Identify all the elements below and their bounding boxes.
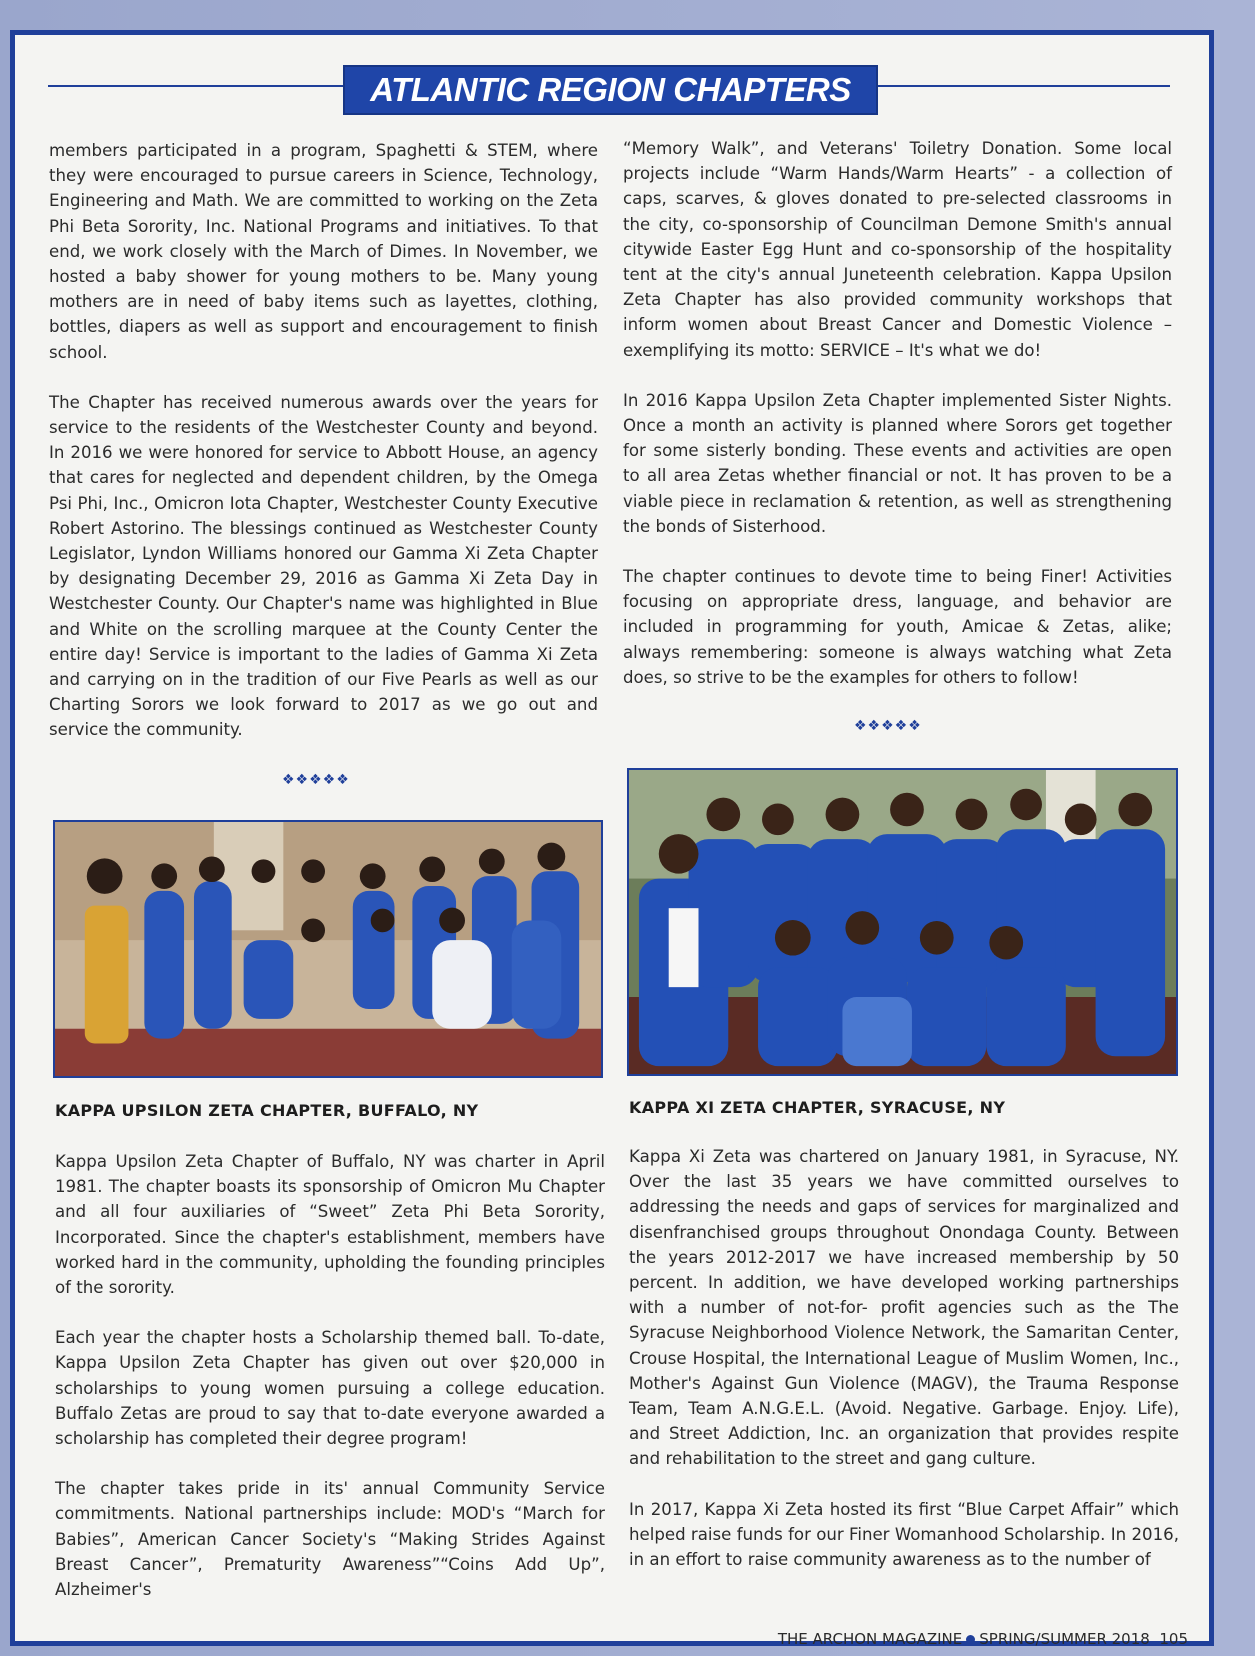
paragraph: Kappa Upsilon Zeta Chapter of Buffalo, NY was charter in April 1981. The chapter boasts its sponsorship of Omicron Mu Chapter and all four auxiliaries of “Sweet” Zeta Phi Beta Sorority, Incorporated. Since the chapter's establishment, members have worked hard in the community, upholding the founding principles of the sorority. — [55, 1152, 605, 1298]
right-column-bottom — [629, 1144, 1179, 1572]
left-column-top — [49, 138, 598, 743]
section-divider: ❖❖❖❖❖ — [854, 718, 922, 734]
bullet-dot-icon — [966, 1635, 975, 1644]
banner-rule-right — [877, 85, 1170, 87]
section-banner: ATLANTIC REGION CHAPTERS — [343, 65, 878, 115]
paragraph: The chapter takes pride in its' annual Community Service commitments. National partnerships include: MOD's “March for Babies”, American Cancer Society's “Making Strides Against Breast Cancer”, Prematurity Awareness”“Coins Add Up”, Alzheimer's — [55, 1479, 605, 1600]
section-divider: ❖❖❖❖❖ — [282, 772, 350, 788]
paragraph: In 2017, Kappa Xi Zeta hosted its first “Blue Carpet Affair” which helped raise funds for our Finer Womanhood Scholarship. In 2016, in an effort to raise community awareness as to the number of — [629, 1499, 1179, 1570]
banner-rule-left — [48, 85, 344, 87]
issue-label: SPRING/SUMMER 2018 — [979, 1630, 1150, 1648]
right-column-top — [623, 136, 1172, 690]
buffalo-chapter-caption: KAPPA UPSILON ZETA CHAPTER, BUFFALO, NY — [55, 1101, 479, 1120]
syracuse-chapter-caption: KAPPA XI ZETA CHAPTER, SYRACUSE, NY — [629, 1098, 1006, 1117]
page-footer — [748, 1630, 1188, 1648]
paragraph: “Memory Walk”, and Veterans' Toiletry Donation. Some local projects include “Warm Hands/Warm Hearts” - a collection of caps, scarves, & gloves donated to pre-selected classrooms in the city, co-sponsorship of Councilman Demone Smith's annual citywide Easter Egg Hunt and co-sponsorship of the hospitality tent at the city's annual Juneteenth celebration. Kappa Upsilon Zeta Chapter has also provided community workshops that inform women about Breast Cancer and Domestic Violence – exemplifying its motto: SERVICE – It's what we do! — [623, 139, 1172, 360]
paragraph: Kappa Xi Zeta was chartered on January 1981, in Syracuse, NY. Over the last 35 years we have committed ourselves to addressing the needs and gaps of services for marginalized and disenfranchised groups throughout Onondaga County. Between the years 2012-2017 we have increased membership by 50 percent. In addition, we have developed working partnerships with a number of not-for- profit agencies such as the The Syracuse Neighborhood Violence Network, the Samaritan Center, Crouse Hospital, the International League of Muslim Women, Inc., Mother's Against Gun Violence (MAGV), the Trauma Response Team, Team A.N.G.E.L. (Avoid. Negative. Garbage. Enjoy. Life), and Street Addiction, Inc. an organization that provides respite and rehabilitation to the street and gang culture. — [629, 1147, 1179, 1469]
paragraph: The Chapter has received numerous awards over the years for service to the residents of the Westchester County and beyond. In 2016 we were honored for service to Abbott House, an agency that cares for neglected and dependent children, by the Omega Psi Phi, Inc., Omicron Iota Chapter, Westchester County Executive Robert Astorino. The blessings continued as Westchester County Legislator, Lyndon Williams honored our Gamma Xi Zeta Chapter by designating December 29, 2016 as Gamma Xi Zeta Day in Westchester County. Our Chapter's name was highlighted in Blue and White on the scrolling marquee at the County Center the entire day! Service is important to the ladies of Gamma Xi Zeta and carrying on in the tradition of our Five Pearls as well as our Charting Sorors we look forward to 2017 as we go out and service the community. — [49, 392, 598, 740]
paragraph: In 2016 Kappa Upsilon Zeta Chapter implemented Sister Nights. Once a month an activity is planned where Sorors get together for some sisterly bonding. These events and activities are open to all area Zetas whether financial or not. It has proven to be a viable piece in reclamation & retention, as well as strengthening the bonds of Sisterhood. — [623, 390, 1172, 536]
paragraph: Each year the chapter hosts a Scholarship themed ball. To-date, Kappa Upsilon Zeta Chapter has given out over $20,000 in scholarships to young women pursuing a college education. Buffalo Zetas are proud to say that to-date everyone awarded a scholarship has completed their degree program! — [55, 1328, 605, 1449]
page-number: 105 — [1159, 1630, 1188, 1648]
paragraph: members participated in a program, Spaghetti & STEM, where they were encouraged to pursue careers in Science, Technology, Engineering and Math. We are committed to working on the Zeta Phi Beta Sorority, Inc. National Programs and initiatives. To that end, we work closely with the March of Dimes. In November, we hosted a baby shower for young mothers to be. Many young mothers are in need of baby items such as layettes, clothing, bottles, diapers as well as support and encouragement to finish school. — [49, 141, 598, 362]
paragraph: The chapter continues to devote time to being Finer! Activities focusing on appropriate dress, language, and behavior are included in programming for youth, Amicae & Zetas, alike; always remembering: someone is always watching what Zeta does, so strive to be the examples for others to follow! — [623, 567, 1172, 687]
syracuse-chapter-photo — [627, 768, 1178, 1076]
magazine-name: THE ARCHON MAGAZINE — [777, 1630, 963, 1648]
left-column-bottom — [55, 1149, 605, 1602]
buffalo-chapter-photo — [53, 820, 603, 1078]
